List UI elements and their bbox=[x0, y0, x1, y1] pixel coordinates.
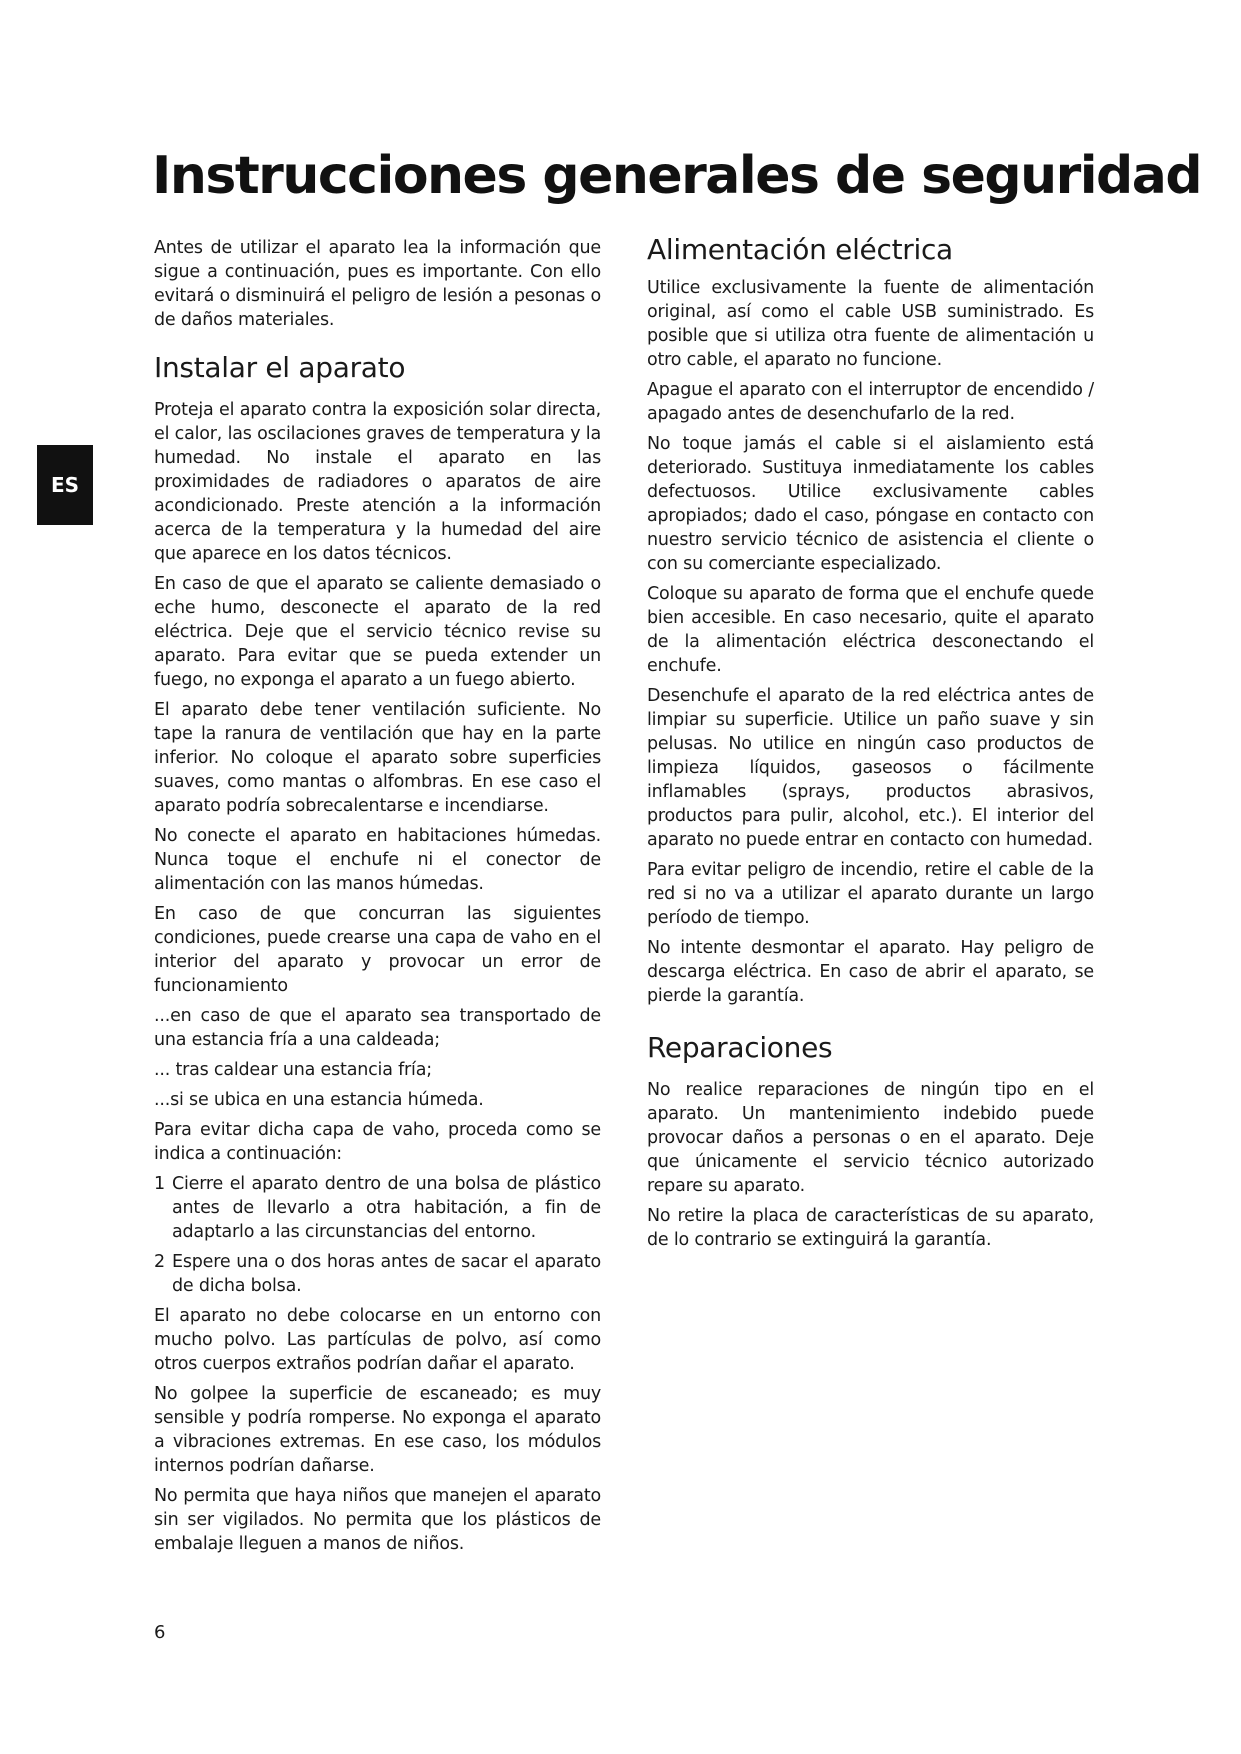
step-number: 1 bbox=[154, 1174, 165, 1194]
paragraph: No permita que haya niños que manejen el aparato sin ser vigilados. No permita que los plásticos de embalaje lleguen a manos de niños. bbox=[154, 1486, 601, 1554]
page-number: 6 bbox=[154, 1622, 166, 1643]
paragraph: Proteja el aparato contra la exposición solar directa, el calor, las oscilaciones graves de temperatura y la humedad. No instale el aparato en las proximidades de radiadores o aparatos de aire acondicionado. Preste atención a la información acerca de la temperatura y la humedad del aire que aparece en los datos técnicos. bbox=[154, 400, 601, 564]
paragraph: No retire la placa de características de su aparato, de lo contrario se extinguirá la garantía. bbox=[647, 1206, 1094, 1250]
paragraph: ...si se ubica en una estancia húmeda. bbox=[154, 1090, 484, 1110]
paragraph: Coloque su aparato de forma que el enchufe quede bien accesible. En caso necesario, quite el aparato de la alimentación eléctrica desconectando el enchufe. bbox=[647, 584, 1094, 676]
steps-list bbox=[154, 1172, 601, 1298]
right-column bbox=[647, 233, 1094, 1258]
paragraph: No golpee la superficie de escaneado; es muy sensible y podría romperse. No exponga el aparato a vibraciones extremas. En ese caso, los módulos internos podrían dañarse. bbox=[154, 1384, 601, 1476]
paragraph: En caso de que el aparato se caliente demasiado o eche humo, desconecte el aparato de la red eléctrica. Deje que el servicio técnico revise su aparato. Para evitar que se pueda extender un fuego, no exponga el aparato a un fuego abierto. bbox=[154, 574, 601, 690]
language-tab-label: ES bbox=[50, 473, 80, 497]
install-heading: Instalar el aparato bbox=[154, 351, 406, 384]
paragraph: Desenchufe el aparato de la red eléctrica antes de limpiar su superficie. Utilice un paño suave y sin pelusas. No utilice en ningún caso productos de limpieza líquidos, gaseosos o fácilmente inflamables (sprays, productos abrasivos, productos para pulir, alcohol, etc.). El interior del aparato no puede entrar en contacto con humedad. bbox=[647, 686, 1094, 850]
paragraph: El aparato no debe colocarse en un entorno con mucho polvo. Las partículas de polvo, así como otros cuerpos extraños podrían dañar el aparato. bbox=[154, 1306, 601, 1374]
paragraph: No realice reparaciones de ningún tipo en el aparato. Un mantenimiento indebido puede provocar daños a personas o en el aparato. Deje que únicamente el servicio técnico autorizado repare su aparato. bbox=[647, 1080, 1094, 1196]
step-text: Cierre el aparato dentro de una bolsa de plástico antes de llevarlo a otra habitación, a fin de adaptarlo a las circunstancias del entorno. bbox=[172, 1174, 601, 1242]
paragraph: No toque jamás el cable si el aislamiento está deteriorado. Sustituya inmediatamente los cables defectuosos. Utilice exclusivamente cables apropiados; dado el caso, póngase en contacto con nuestro servicio técnico de asistencia el cliente o con su comerciante especializado. bbox=[647, 434, 1094, 574]
language-tab bbox=[37, 445, 93, 525]
page-title: Instrucciones generales de seguridad bbox=[152, 146, 1202, 206]
list-item bbox=[154, 1250, 601, 1298]
paragraph: El aparato debe tener ventilación suficiente. No tape la ranura de ventilación que hay en la parte inferior. No coloque el aparato sobre superficies suaves, como mantas o alfombras. En ese caso el aparato podría sobrecalentarse e incendiarse. bbox=[154, 700, 601, 816]
paragraph: ...en caso de que el aparato sea transportado de una estancia fría a una caldeada; bbox=[154, 1006, 601, 1050]
power-heading: Alimentación eléctrica bbox=[647, 233, 953, 266]
step-number: 2 bbox=[154, 1252, 165, 1272]
paragraph: Apague el aparato con el interruptor de encendido / apagado antes de desenchufarlo de la red. bbox=[647, 380, 1094, 424]
paragraph: ... tras caldear una estancia fría; bbox=[154, 1060, 432, 1080]
paragraph: No conecte el aparato en habitaciones húmedas. Nunca toque el enchufe ni el conector de alimentación con las manos húmedas. bbox=[154, 826, 601, 894]
intro-paragraph: Antes de utilizar el aparato lea la información que sigue a continuación, pues es importante. Con ello evitará o disminuirá el peligro de lesión a pesonas o de daños materiales. bbox=[154, 238, 601, 330]
paragraph: En caso de que concurran las siguientes condiciones, puede crearse una capa de vaho en el interior del aparato y provocar un error de funcionamiento bbox=[154, 904, 601, 996]
paragraph: No intente desmontar el aparato. Hay peligro de descarga eléctrica. En caso de abrir el aparato, se pierde la garantía. bbox=[647, 938, 1094, 1006]
list-item bbox=[154, 1172, 601, 1244]
step-text: Espere una o dos horas antes de sacar el aparato de dicha bolsa. bbox=[172, 1252, 601, 1296]
paragraph: Para evitar dicha capa de vaho, proceda como se indica a continuación: bbox=[154, 1120, 601, 1164]
paragraph: Para evitar peligro de incendio, retire el cable de la red si no va a utilizar el aparato durante un largo período de tiempo. bbox=[647, 860, 1094, 928]
left-column bbox=[154, 236, 601, 1562]
repair-heading: Reparaciones bbox=[647, 1031, 833, 1064]
paragraph: Utilice exclusivamente la fuente de alimentación original, así como el cable USB suministrado. Es posible que si utiliza otra fuente de alimentación u otro cable, el aparato no funcione. bbox=[647, 278, 1094, 370]
